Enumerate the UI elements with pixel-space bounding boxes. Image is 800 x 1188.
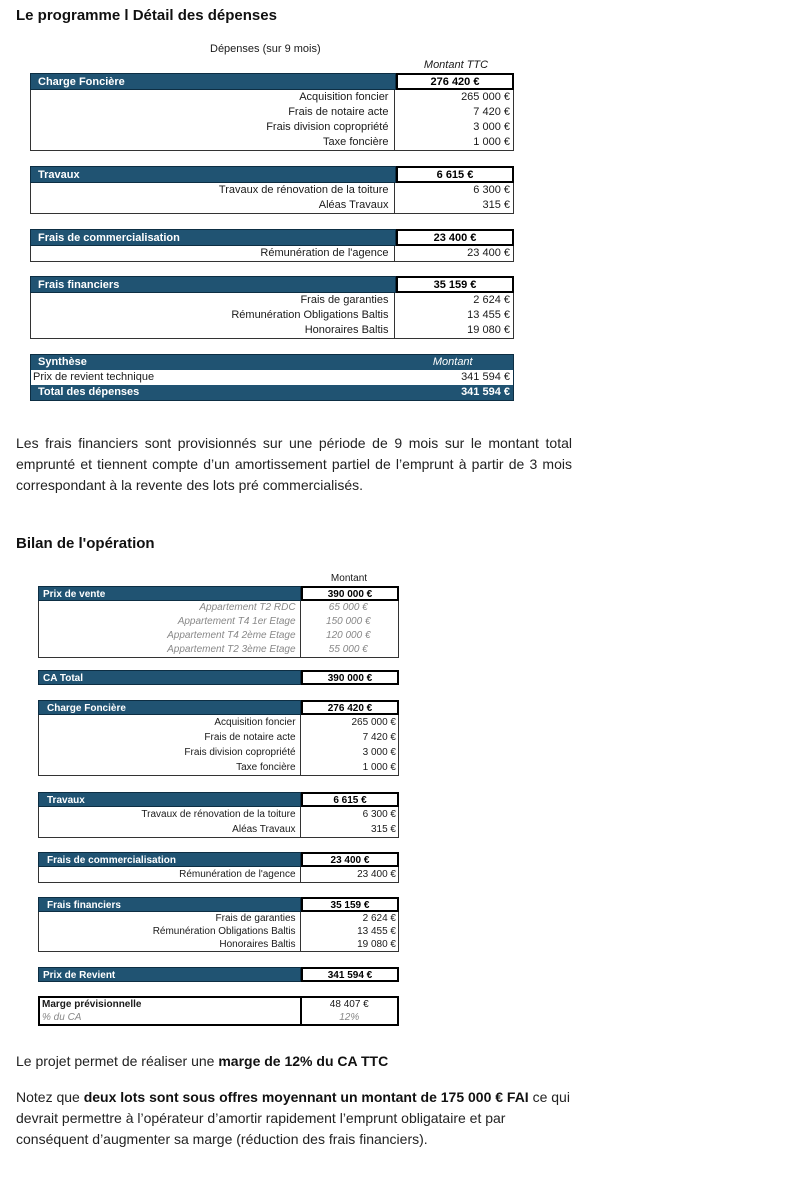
row-label: Honoraires Baltis bbox=[304, 324, 389, 336]
marge-pct-value: 12% bbox=[339, 1012, 360, 1023]
group-header-label: CA Total bbox=[38, 670, 301, 685]
row-label: Total des dépenses bbox=[38, 386, 140, 398]
row-label: Taxe foncière bbox=[323, 136, 389, 148]
section-title-depenses: Le programme l Détail des dépenses bbox=[16, 7, 277, 24]
group-header-label: Frais de commercialisation bbox=[38, 852, 301, 867]
row-label: Aléas Travaux bbox=[318, 199, 389, 211]
group-header-label: Frais financiers bbox=[30, 276, 396, 293]
table2-charge-fonciere bbox=[38, 700, 399, 776]
group-header-label: Travaux bbox=[30, 166, 396, 183]
table2-marge-previsionnelle bbox=[38, 996, 399, 1026]
group-header-label: Frais de commercialisation bbox=[30, 229, 396, 246]
group-header-label: Charge Foncière bbox=[38, 700, 301, 715]
paragraph-offres bbox=[16, 1087, 576, 1150]
table1-synthese bbox=[30, 354, 514, 401]
row-label: Travaux de rénovation de la toiture bbox=[218, 184, 389, 196]
row-value: 13 455 € bbox=[357, 926, 396, 937]
group-header-label: Prix de vente bbox=[38, 586, 301, 601]
group-header-label: Prix de Revient bbox=[38, 967, 301, 982]
group-total: 341 594 € bbox=[301, 967, 399, 982]
row-value: 150 000 € bbox=[326, 616, 371, 627]
row-value: 315 € bbox=[482, 199, 510, 211]
row-value: 265 000 € bbox=[461, 91, 510, 103]
row-label: Appartement T4 2ème Etage bbox=[167, 630, 296, 641]
row-value: 6 300 € bbox=[473, 184, 510, 196]
table2-travaux bbox=[38, 792, 399, 838]
row-label: Appartement T4 1er Etage bbox=[177, 616, 296, 627]
table1-group-commercialisation bbox=[30, 229, 514, 262]
table-caption: Dépenses (sur 9 mois) bbox=[210, 43, 321, 55]
group-total: 390 000 € bbox=[301, 586, 399, 601]
column-header-montant: Montant bbox=[330, 573, 368, 584]
table2-commercialisation bbox=[38, 852, 399, 883]
group-total: 276 420 € bbox=[396, 73, 514, 90]
group-total: 6 615 € bbox=[301, 792, 399, 807]
row-label: Acquisition foncier bbox=[299, 91, 389, 103]
row-value: 315 € bbox=[370, 824, 396, 835]
row-value: 6 300 € bbox=[362, 809, 396, 820]
row-label: Frais division copropriété bbox=[184, 747, 296, 758]
table1-group-travaux bbox=[30, 166, 514, 214]
row-value: 120 000 € bbox=[326, 630, 371, 641]
marge-value: 48 407 € bbox=[329, 999, 369, 1010]
group-total: 35 159 € bbox=[396, 276, 514, 293]
row-label: Appartement T2 3ème Etage bbox=[167, 644, 296, 655]
paragraph-marge bbox=[16, 1051, 572, 1072]
row-label: Rémunération de l'agence bbox=[179, 869, 296, 880]
row-label: Travaux de rénovation de la toiture bbox=[141, 809, 296, 820]
row-value: 55 000 € bbox=[328, 644, 368, 655]
row-label: Honoraires Baltis bbox=[219, 939, 296, 950]
section-title-bilan: Bilan de l'opération bbox=[16, 535, 155, 552]
paragraph-offres-prefix: Notez que bbox=[16, 1089, 84, 1105]
row-value: 19 080 € bbox=[467, 324, 510, 336]
row-value: 2 624 € bbox=[473, 294, 510, 306]
row-value: 265 000 € bbox=[351, 717, 396, 728]
table2-prix-de-revient bbox=[38, 967, 399, 982]
group-header-label: Charge Foncière bbox=[30, 73, 396, 90]
synthese-col-header: Montant bbox=[432, 356, 473, 368]
marge-pct-label: % du CA bbox=[42, 1012, 82, 1023]
group-total: 35 159 € bbox=[301, 897, 399, 912]
row-value: 23 400 € bbox=[467, 247, 510, 259]
row-label: Acquisition foncier bbox=[214, 717, 296, 728]
row-label: Rémunération Obligations Baltis bbox=[231, 309, 389, 321]
row-label: Taxe foncière bbox=[236, 762, 296, 773]
paragraph-frais-financiers: Les frais financiers sont provisionnés sur une période de 9 mois sur le montant total emprunté et tiennent compte d’un amortissement partiel de l’emprunt à partir de 3 mois correspondant à la revente des lots pré commercialisés. bbox=[16, 435, 572, 493]
group-total: 276 420 € bbox=[301, 700, 399, 715]
group-total: 390 000 € bbox=[301, 670, 399, 685]
row-value: 23 400 € bbox=[357, 869, 396, 880]
table2-frais-financiers bbox=[38, 897, 399, 952]
group-header-label: Frais financiers bbox=[38, 897, 301, 912]
table2-ca-total bbox=[38, 670, 399, 685]
paragraph-marge-prefix: Le projet permet de réaliser une bbox=[16, 1053, 219, 1069]
column-header-montant-ttc: Montant TTC bbox=[423, 59, 489, 71]
row-value: 7 420 € bbox=[473, 106, 510, 118]
row-label: Aléas Travaux bbox=[232, 824, 296, 835]
row-value: 341 594 € bbox=[461, 386, 510, 398]
row-label: Frais de notaire acte bbox=[288, 106, 389, 118]
row-value: 7 420 € bbox=[362, 732, 396, 743]
table1-group-charge-fonciere bbox=[30, 73, 514, 151]
row-value: 2 624 € bbox=[362, 913, 396, 924]
paragraph-offres-suffix: ce qui devrait permettre à l’opérateur d’amortir rapidement l’emprunt obligataire et par conséquent d’augmenter sa marge (réduction des frais financiers). bbox=[16, 1089, 570, 1147]
group-total: 6 615 € bbox=[396, 166, 514, 183]
row-value: 1 000 € bbox=[362, 762, 396, 773]
table2-prix-de-vente bbox=[38, 586, 399, 658]
row-value: 3 000 € bbox=[473, 121, 510, 133]
row-value: 341 594 € bbox=[461, 371, 510, 383]
group-header-label: Travaux bbox=[38, 792, 301, 807]
group-total: 23 400 € bbox=[301, 852, 399, 867]
table1-group-frais-financiers bbox=[30, 276, 514, 339]
paragraph-marge-bold: marge de 12% du CA TTC bbox=[218, 1053, 389, 1069]
row-value: 65 000 € bbox=[328, 602, 368, 613]
row-label: Rémunération de l'agence bbox=[260, 247, 389, 259]
row-label: Frais de garanties bbox=[300, 294, 389, 306]
row-value: 3 000 € bbox=[362, 747, 396, 758]
row-label: Appartement T2 RDC bbox=[199, 602, 296, 613]
row-label: Frais de garanties bbox=[215, 913, 296, 924]
synthese-label: Synthèse bbox=[38, 356, 87, 368]
row-label: Frais division copropriété bbox=[266, 121, 389, 133]
group-total: 23 400 € bbox=[396, 229, 514, 246]
row-value: 19 080 € bbox=[357, 939, 396, 950]
row-label: Prix de revient technique bbox=[33, 371, 155, 383]
row-value: 13 455 € bbox=[467, 309, 510, 321]
paragraph-offres-bold: deux lots sont sous offres moyennant un montant de 175 000 € FAI bbox=[83, 1089, 529, 1105]
marge-label: Marge prévisionnelle bbox=[42, 999, 142, 1010]
row-label: Rémunération Obligations Baltis bbox=[152, 926, 296, 937]
row-value: 1 000 € bbox=[473, 136, 510, 148]
row-label: Frais de notaire acte bbox=[204, 732, 296, 743]
